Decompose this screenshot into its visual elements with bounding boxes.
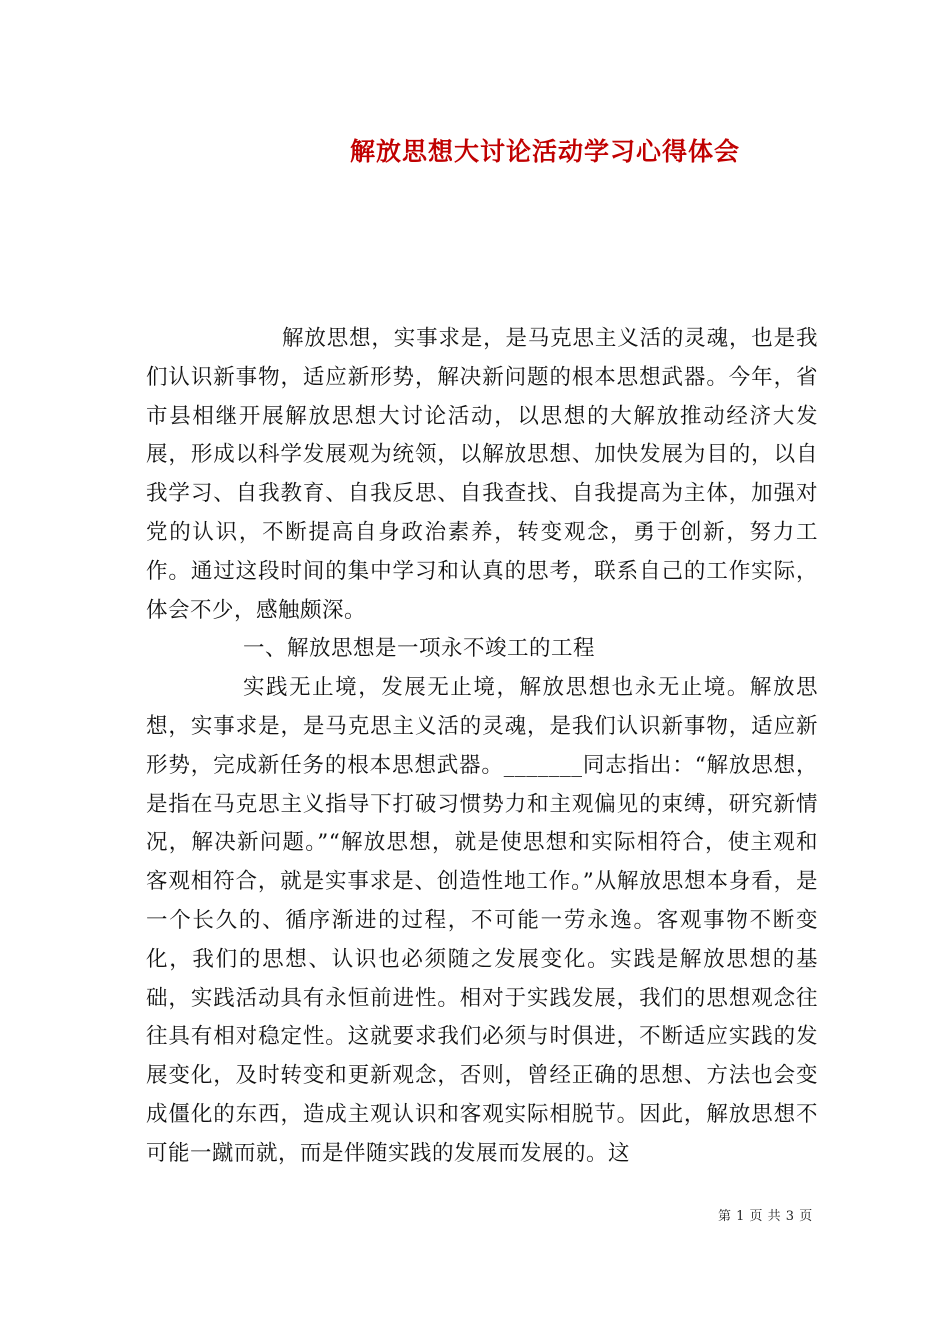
document-title: 解放思想大讨论活动学习心得体会 [349,137,740,166]
section-heading-1: 一、解放思想是一项永不竣工的工程 [243,636,596,662]
section-paragraph-1: 实践无止境，发展无止境，解放思想也永无止境。解放思想，实事求是，是马克思主义活的灵魂，是我们认识新事物，适应新形势，完成新任务的根本思想武器。_______同志指出：“解放思想，是指在马克思主义指导下打破习惯势力和主观偏见的束缚，研究新情况，解决新问题。”“解放思想，就是使思想和实际相符合，使主观和客观相符合，就是实事求是、创造性地工作。”从解放思想本身看，是一个长久的、循序渐进的过程，不可能一劳永逸。客观事物不断变化，我们的思想、认识也必须随之发展变化。实践是解放思想的基础，实践活动具有永恒前进性。相对于实践发展，我们的思想观念往往具有相对稳定性。这就要求我们必须与时俱进，不断适应实践的发展变化，及时转变和更新观念，否则，曾经正确的思想、方法也会变成僵化的东西，造成主观认识和客观实际相脱节。因此，解放思想不可能一蹴而就，而是伴随实践的发展而发展的。这 [146,675,818,1166]
document-body [146,320,818,1174]
intro-paragraph: 解放思想，实事求是，是马克思主义活的灵魂，也是我们认识新事物，适应新形势，解决新问题的根本思想武器。今年，省市县相继开展解放思想大讨论活动，以思想的大解放推动经济大发展，形成以科学发展观为统领，以解放思想、加快发展为目的，以自我学习、自我教育、自我反思、自我查找、自我提高为主体，加强对党的认识，不断提高自身政治素养，转变观念，勇于创新，努力工作。通过这段时间的集中学习和认真的思考，联系自己的工作实际，体会不少，感触颇深。 [146,326,818,623]
page-number: 第 1 页 共 3 页 [718,1209,813,1224]
